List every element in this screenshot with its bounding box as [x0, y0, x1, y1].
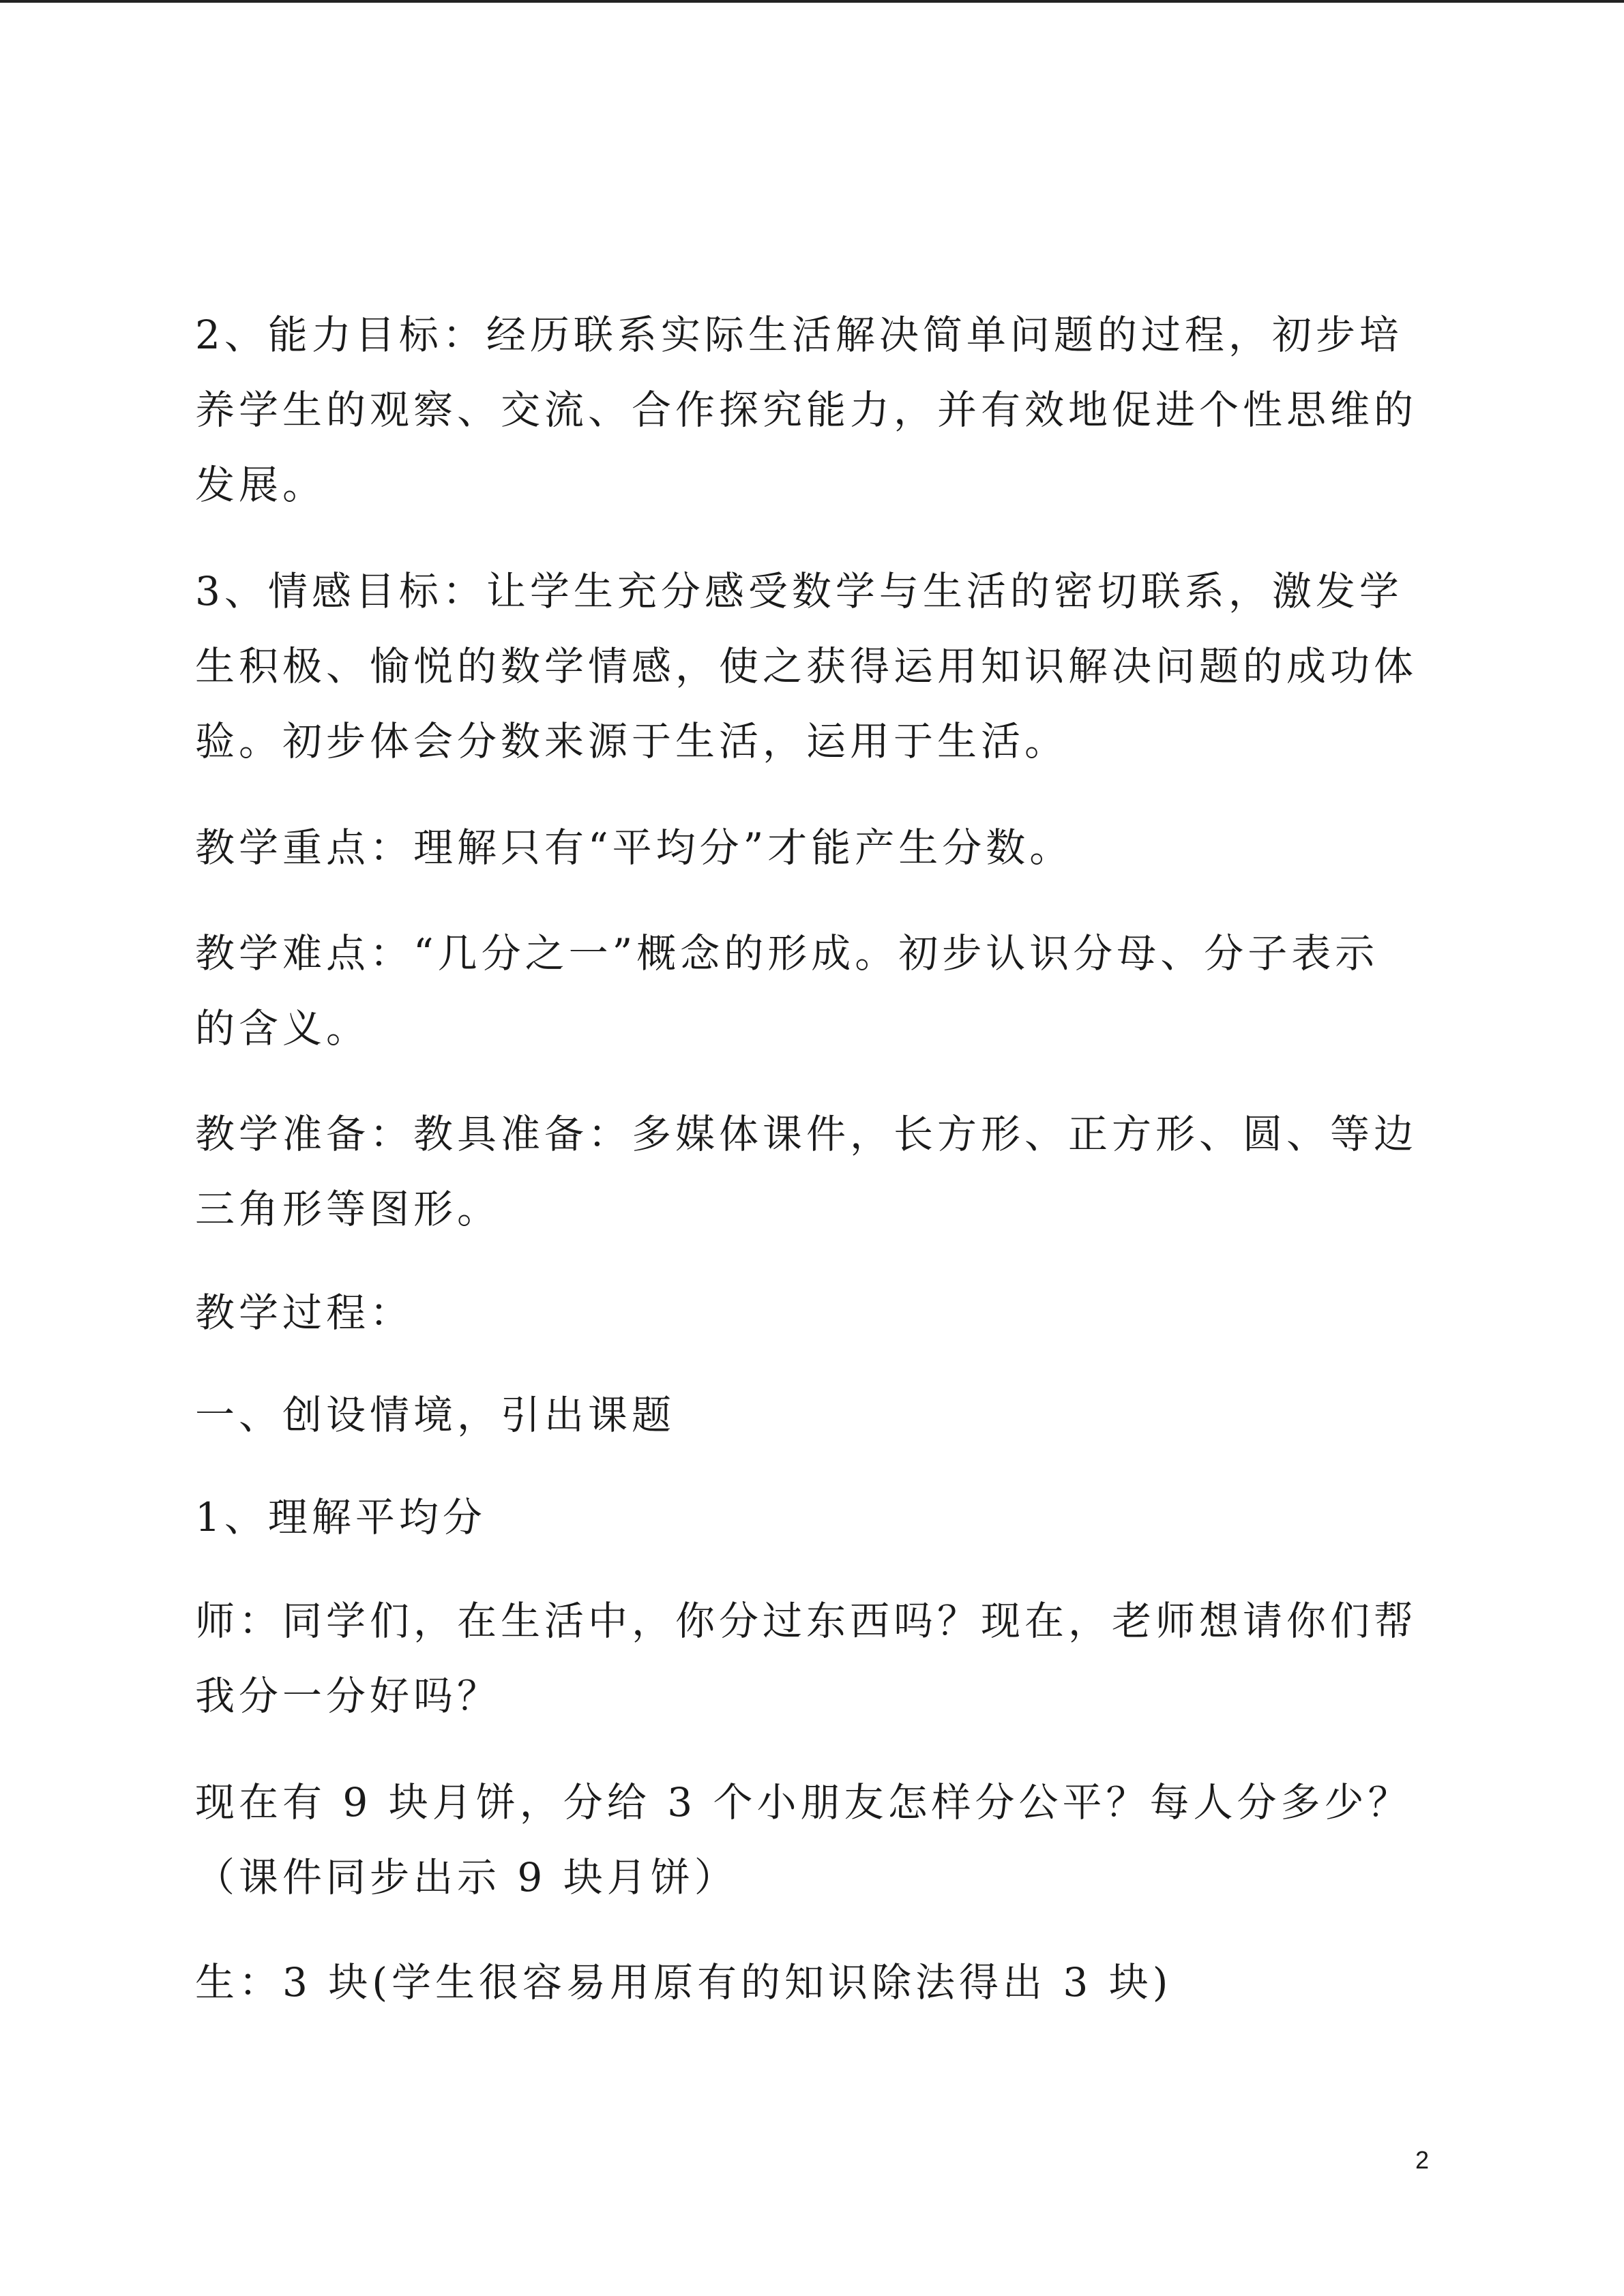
- text-line: 教学重点：理解只有“平均分”才能产生分数。: [195, 824, 1074, 871]
- text-line: 教学准备：教具准备：多媒体课件，长方形、正方形、圆、等边: [195, 1111, 1418, 1157]
- paragraph-teacher-question: [195, 1583, 1430, 1733]
- text-line: 养学生的观察、交流、合作探究能力，并有效地促进个性思维的: [195, 387, 1418, 433]
- paragraph-ability-goal: [195, 297, 1430, 522]
- paragraph-student-answer: [195, 1945, 1430, 2020]
- text-line: 生：3 块(学生很容易用原有的知识除法得出 3 块): [195, 1959, 1172, 2006]
- text-line: 1、理解平均分: [195, 1494, 486, 1540]
- paragraph-teaching-preparation: [195, 1097, 1430, 1247]
- paragraph-mooncake-problem: [195, 1765, 1430, 1915]
- text-line: 验。初步体会分数来源于生活，运用于生活。: [195, 718, 1069, 764]
- text-line: 2、能力目标：经历联系实际生活解决简单问题的过程，初步培: [195, 312, 1403, 358]
- page-number: 2: [1415, 2146, 1430, 2174]
- paragraph-teaching-focus: [195, 810, 1430, 885]
- section-heading-one: [195, 1377, 1430, 1452]
- text-line: 发展。: [195, 462, 327, 508]
- paragraph-emotion-goal: [195, 554, 1430, 779]
- paragraph-teaching-difficulty: [195, 916, 1430, 1066]
- text-line: 教学过程：: [195, 1289, 414, 1336]
- paragraph-teaching-process: [195, 1275, 1430, 1350]
- text-line: 教学难点：“几分之一”概念的形成。初步认识分母、分子表示: [195, 930, 1379, 976]
- text-line: 一、创设情境，引出课题: [195, 1392, 676, 1438]
- text-line: 我分一分好吗？: [195, 1673, 501, 1719]
- text-line: 3、情感目标：让学生充分感受数学与生活的密切联系，激发学: [195, 568, 1403, 614]
- text-line: 生积极、愉悦的数学情感，使之获得运用知识解决问题的成功体: [195, 643, 1418, 689]
- text-line: 三角形等图形。: [195, 1186, 501, 1232]
- subsection-heading-average: [195, 1480, 1430, 1555]
- text-line: 现在有 9 块月饼，分给 3 个小朋友怎样分公平？每人分多少？: [195, 1779, 1412, 1825]
- text-line: （课件同步出示 9 块月饼）: [195, 1854, 738, 1900]
- text-line: 师：同学们，在生活中，你分过东西吗？现在，老师想请你们帮: [195, 1598, 1418, 1644]
- text-line: 的含义。: [195, 1005, 370, 1052]
